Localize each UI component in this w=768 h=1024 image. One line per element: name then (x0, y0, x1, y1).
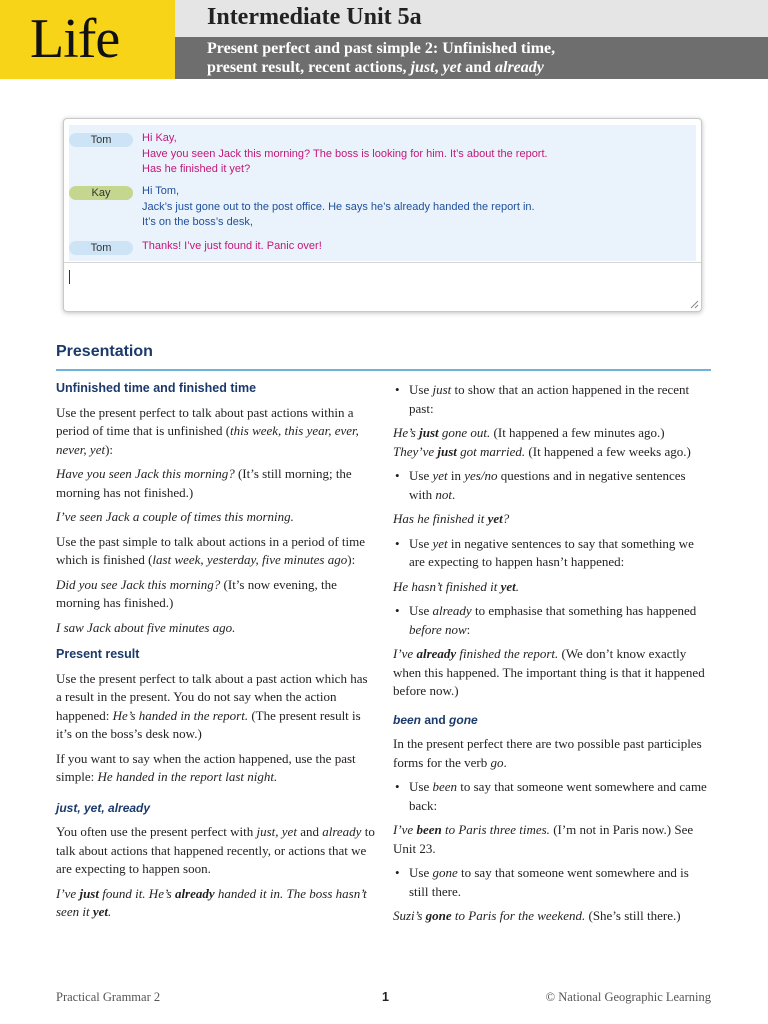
header-title-bar (175, 0, 768, 37)
footer-copyright: © National Geographic Learning (545, 990, 711, 1004)
example: Suzi’s gone to Paris for the weekend. (She’s still there.) (393, 908, 681, 923)
example: He hasn’t finished it yet. (393, 578, 520, 594)
paragraph: Use the present perfect to talk about past actions within a period of time that is unfinished (this week, this year, ever, never, yet): (56, 404, 359, 457)
bullet-item: • Use yet in negative sentences to say that something we are expecting to happen hasn’t happened: (393, 535, 711, 572)
chat-window (63, 118, 702, 312)
sender-badge: Kay (69, 186, 133, 200)
example: Has he finished it yet? (393, 511, 510, 526)
text-cursor (69, 270, 70, 284)
chat-input[interactable] (64, 262, 701, 311)
message-text: Hi Tom, Jack’s just gone out to the post office. He says he’s already handed the report in. It’s on the boss’s desk, (142, 185, 535, 228)
paragraph: If you want to say when the action happened, use the past simple: He handed in the report last night. (56, 750, 356, 784)
paragraph: In the present perfect there are two possible past participles forms for the verb go. (393, 736, 702, 770)
heading-been-and-gone: been and gone (393, 712, 478, 727)
bullet-item: • Use gone to say that someone went somewhere and is still there. (393, 864, 711, 901)
example: I saw Jack about five minutes ago. (56, 619, 236, 635)
heading-unfinished-time: Unfinished time and finished time (56, 381, 257, 395)
paragraph: You often use the present perfect with just, yet and already to talk about actions that happened recently, or actions that we are expecting to happen soon. (56, 824, 375, 876)
right-column (393, 381, 711, 932)
example: They’ve just got married. (It happened a few weeks ago.) (393, 443, 691, 459)
footer-title: Practical Grammar 2 (56, 990, 161, 1004)
left-column (56, 379, 376, 928)
section-title: Presentation (56, 343, 153, 360)
unit-subtitle: Present perfect and past simple 2: Unfinished time, present result, recent actions, just, yet and already (207, 40, 556, 76)
paragraph: Use the past simple to talk about actions in a period of time which is finished (last week, yesterday, five minutes ago): (56, 533, 366, 567)
example: I’ve just found it. He’s already handed it in. The boss hasn’t seen it yet. (56, 885, 367, 919)
heading-just-yet-already: just, yet, already (56, 800, 151, 815)
sender-badge: Tom (69, 133, 133, 147)
resize-grip-icon[interactable] (690, 300, 699, 309)
life-logo (0, 0, 175, 79)
section-divider (56, 369, 711, 371)
page-number: 1 (382, 990, 389, 1004)
chat-messages (69, 125, 696, 261)
heading-present-result: Present result (56, 647, 140, 661)
unit-title: Intermediate Unit 5a (207, 4, 422, 30)
message-text: Thanks! I’ve just found it. Panic over! (142, 240, 322, 252)
message-text: Hi Kay, Have you seen Jack this morning? The boss is looking for him. It’s about the report. Has he finished it yet? (142, 132, 548, 175)
example: Have you seen Jack this morning? (It’s still morning; the morning has not finished.) (56, 466, 352, 500)
bullet-item: • Use yet in yes/no questions and in negative sentences with not. (393, 467, 711, 504)
bullet-item: • Use been to say that someone went somewhere and came back: (393, 778, 711, 815)
paragraph: Use the present perfect to talk about a past action which has a result in the present. You do not say when the action happened: He’s handed in the report. (The present result is it’s on the boss’s desk now.) (56, 670, 368, 741)
bullet-item: • Use just to show that an action happened in the recent past: (393, 381, 711, 418)
example: I’ve been to Paris three times. (I’m not in Paris now.) See Unit 23. (393, 822, 694, 856)
example: I’ve already finished the report. (We don’t know exactly when this happened. The important thing is that it happened before now.) (393, 646, 705, 698)
example: He’s just gone out. (It happened a few minutes ago.) (393, 425, 665, 440)
example: Did you see Jack this morning? (It’s now evening, the morning has finished.) (56, 576, 337, 610)
bullet-item: • Use already to emphasise that something has happened before now: (393, 602, 711, 639)
header-subtitle-bar (175, 37, 768, 79)
logo-text: Life (30, 8, 120, 70)
example: I’ve seen Jack a couple of times this morning. (56, 509, 294, 524)
sender-badge: Tom (69, 241, 133, 255)
